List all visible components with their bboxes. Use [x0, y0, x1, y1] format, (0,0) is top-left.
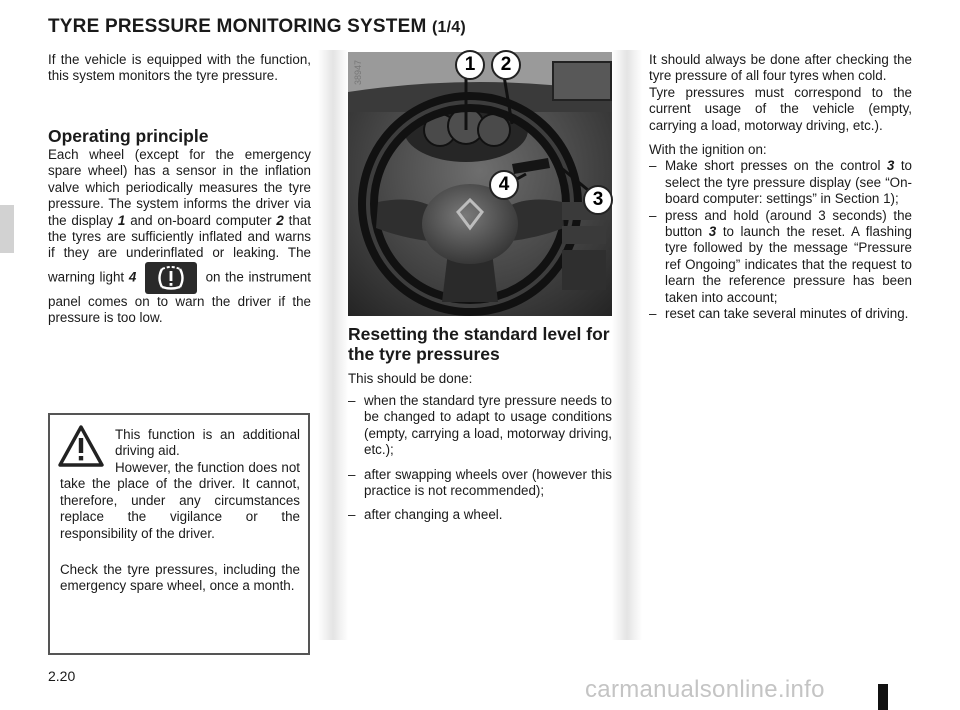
- ref-display-1: 1: [117, 212, 126, 228]
- list-item: – press and hold (around 3 seconds) the button 3 to launch the reset. A flashing tyre followed by the message “Pressure ref Ongoing” indicates that the request to learn the reference pressure has been taken into account;: [649, 207, 912, 305]
- page-marker: [878, 684, 888, 710]
- operating-paragraph: [48, 147, 311, 327]
- right-item-3: reset can take several minutes of driving.: [665, 306, 909, 322]
- reset-item-3: after changing a wheel.: [364, 507, 503, 523]
- page-title-text: TYRE PRESSURE MONITORING SYSTEM: [48, 16, 427, 37]
- callout-3: 3: [583, 185, 613, 215]
- callout-1: 1: [455, 50, 485, 80]
- list-item: – reset can take several minutes of driving.: [649, 306, 909, 322]
- reset-list: [348, 393, 612, 532]
- page-number: 2.20: [48, 668, 76, 684]
- operating-text-b: and on-board computer: [130, 212, 272, 228]
- column-divider-right: [612, 50, 642, 640]
- right-para-2: Tyre pressures must correspond to the current usage of the vehicle (empty, carrying a load, motorway driving, etc.).: [649, 84, 912, 133]
- tyre-pressure-warning-icon: [145, 262, 197, 294]
- warning-line-3: Check the tyre pressures, including the emergency spare wheel, once a month.: [60, 562, 300, 594]
- list-item: – after swapping wheels over (however this practice is not recommended);: [348, 466, 612, 499]
- right-para-1: It should always be done after checking the tyre pressure of all four tyres when cold.: [649, 52, 912, 84]
- reset-lead: This should be done:: [348, 371, 473, 386]
- operating-text-d: on the instrument panel comes on to warn the driver if the pressure is too low.: [48, 269, 311, 326]
- section-tab: [0, 205, 14, 253]
- list-item: – Make short presses on the control 3 to select the tyre pressure display (see “On-board computer: settings” in Section 1);: [649, 158, 912, 207]
- steering-wheel-figure: [348, 52, 612, 316]
- right-item-2b: to launch the reset. A flashing tyre followed by the message “Pressure ref Ongoing” indicates that the request to learn the reference pressure has been taken into account;: [665, 224, 912, 305]
- operating-heading: Operating principle: [48, 126, 209, 146]
- operating-text-a: Each wheel (except for the emergency spare wheel) has a sensor in the inflation valve which periodically measures the tyre pressure. The system informs the driver via the display: [48, 147, 311, 228]
- reset-item-2: after swapping wheels over (however this practice is not recommended);: [364, 466, 612, 499]
- reset-heading: Resetting the standard level for the tyre pressures: [348, 324, 610, 364]
- operating-text-c: that the tyres are sufficiently inflated and warns if they are underinflated or leaking. The warning light: [48, 212, 311, 285]
- right-item-1b: to select the tyre pressure display (see “On-board computer: settings” in Section 1);: [665, 158, 912, 207]
- warning-line-2: However, the function does not take the place of the driver. It cannot, therefore, under any circumstances replace the vigilance or the responsibility of the driver.: [60, 460, 300, 541]
- figure-number: 38947: [353, 60, 363, 86]
- list-item: – when the standard tyre pressure needs to be changed to adapt to usage conditions (empty, carrying a load, motorway driving, etc.);: [348, 393, 612, 458]
- ref-computer-2: 2: [276, 212, 284, 228]
- reset-item-1: when the standard tyre pressure needs to be changed to adapt to usage conditions (empty, carrying a load, motorway driving, etc.);: [364, 393, 612, 458]
- page-counter: (1/4): [432, 19, 466, 36]
- column-divider-left: [318, 50, 348, 640]
- right-column: [649, 52, 912, 323]
- right-item-2a: press and hold (around 3 seconds) the button: [665, 207, 912, 240]
- list-item: – after changing a wheel.: [348, 507, 503, 523]
- callout-2: 2: [491, 50, 521, 80]
- ref-button-3: 3: [708, 224, 717, 240]
- right-lead: With the ignition on:: [649, 142, 767, 158]
- right-item-1a: Make short presses on the control: [665, 158, 881, 174]
- warning-line-1: This function is an additional driving aid.: [115, 427, 300, 459]
- intro-paragraph: If the vehicle is equipped with the function, this system monitors the tyre pressure.: [48, 52, 311, 84]
- page-title: [48, 16, 466, 38]
- watermark: carmanualsonline.info: [585, 676, 825, 703]
- ref-light-4: 4: [128, 269, 137, 285]
- ref-control-3: 3: [886, 158, 895, 174]
- callout-4: 4: [489, 170, 519, 200]
